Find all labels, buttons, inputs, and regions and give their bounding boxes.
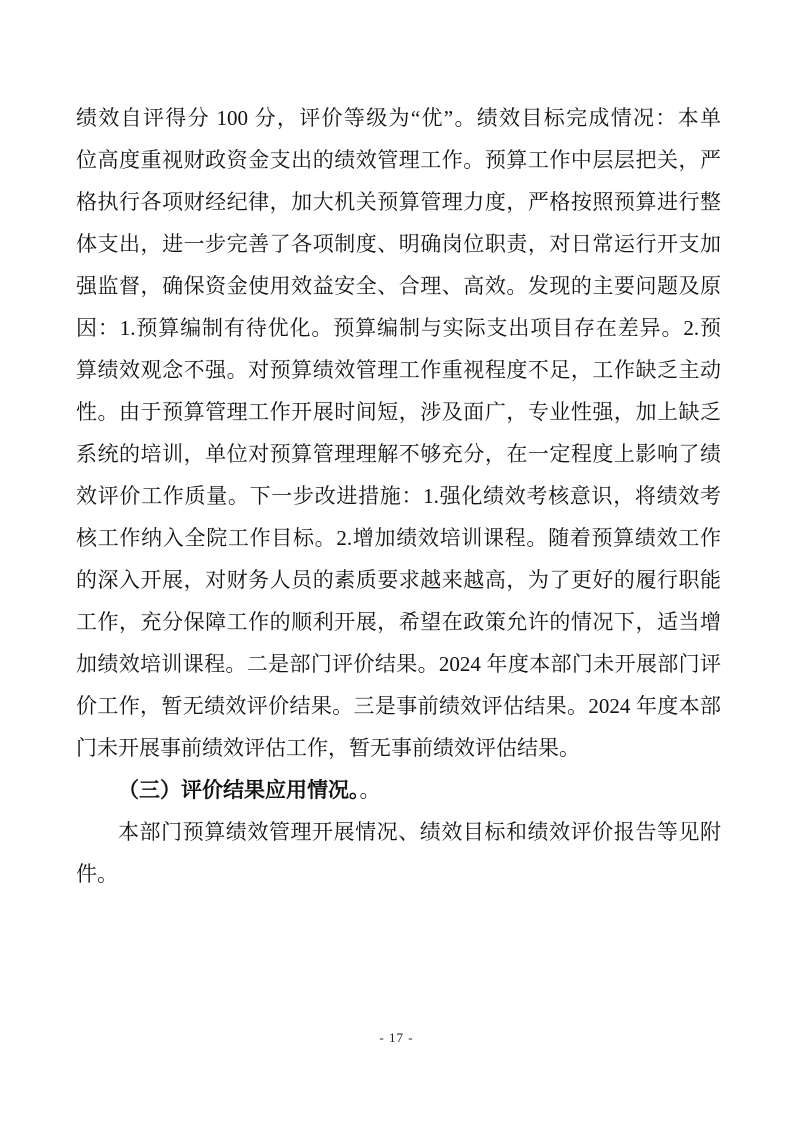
body-line: 价工作，暂无绩效评价结果。三是事前绩效评估结果。2024 年度本部 — [76, 694, 721, 718]
section-heading — [76, 769, 721, 811]
body-line: 绩效自评得分 100 分，评价等级为“优”。绩效目标完成情况：本单 — [76, 106, 721, 130]
closing-line: 本部门预算绩效管理开展情况、绩效目标和绩效评价报告等见附 — [118, 820, 721, 844]
body-line: 因：1.预算编制有待优化。预算编制与实际支出项目存在差异。2.预 — [76, 316, 721, 340]
body-line: 强监督，确保资金使用效益安全、合理、高效。发现的主要问题及原 — [76, 274, 721, 298]
document-body — [76, 97, 721, 895]
body-line: 工作，充分保障工作的顺利开展，希望在政策允许的情况下，适当增 — [76, 610, 721, 634]
closing-line: 件。 — [76, 862, 118, 886]
body-line: 系统的培训，单位对预算管理理解不够充分，在一定程度上影响了绩 — [76, 442, 721, 466]
body-line: 体支出，进一步完善了各项制度、明确岗位职责，对日常运行开支加 — [76, 232, 721, 256]
page-number: - 17 - — [379, 1030, 414, 1045]
body-line: 位高度重视财政资金支出的绩效管理工作。预算工作中层层把关，严 — [76, 148, 721, 172]
body-line: 格执行各项财经纪律，加大机关预算管理力度，严格按照预算进行整 — [76, 190, 721, 214]
body-line: 加绩效培训课程。二是部门评价结果。2024 年度本部门未开展部门评 — [76, 652, 721, 676]
body-line: 门未开展事前绩效评估工作，暂无事前绩效评估结果。 — [76, 736, 580, 760]
body-line: 核工作纳入全院工作目标。2.增加绩效培训课程。随着预算绩效工作 — [76, 526, 721, 550]
section-heading-text: （三）评价结果应用情况。 — [118, 778, 360, 802]
body-line: 效评价工作质量。下一步改进措施：1.强化绩效考核意识，将绩效考 — [76, 484, 721, 508]
body-line: 的深入开展，对财务人员的素质要求越来越高，为了更好的履行职能 — [76, 568, 721, 592]
section-heading-tail: 。 — [359, 778, 381, 802]
body-line: 算绩效观念不强。对预算绩效管理工作重视程度不足，工作缺乏主动 — [76, 358, 721, 382]
body-line: 性。由于预算管理工作开展时间短，涉及面广，专业性强，加上缺乏 — [76, 400, 721, 424]
